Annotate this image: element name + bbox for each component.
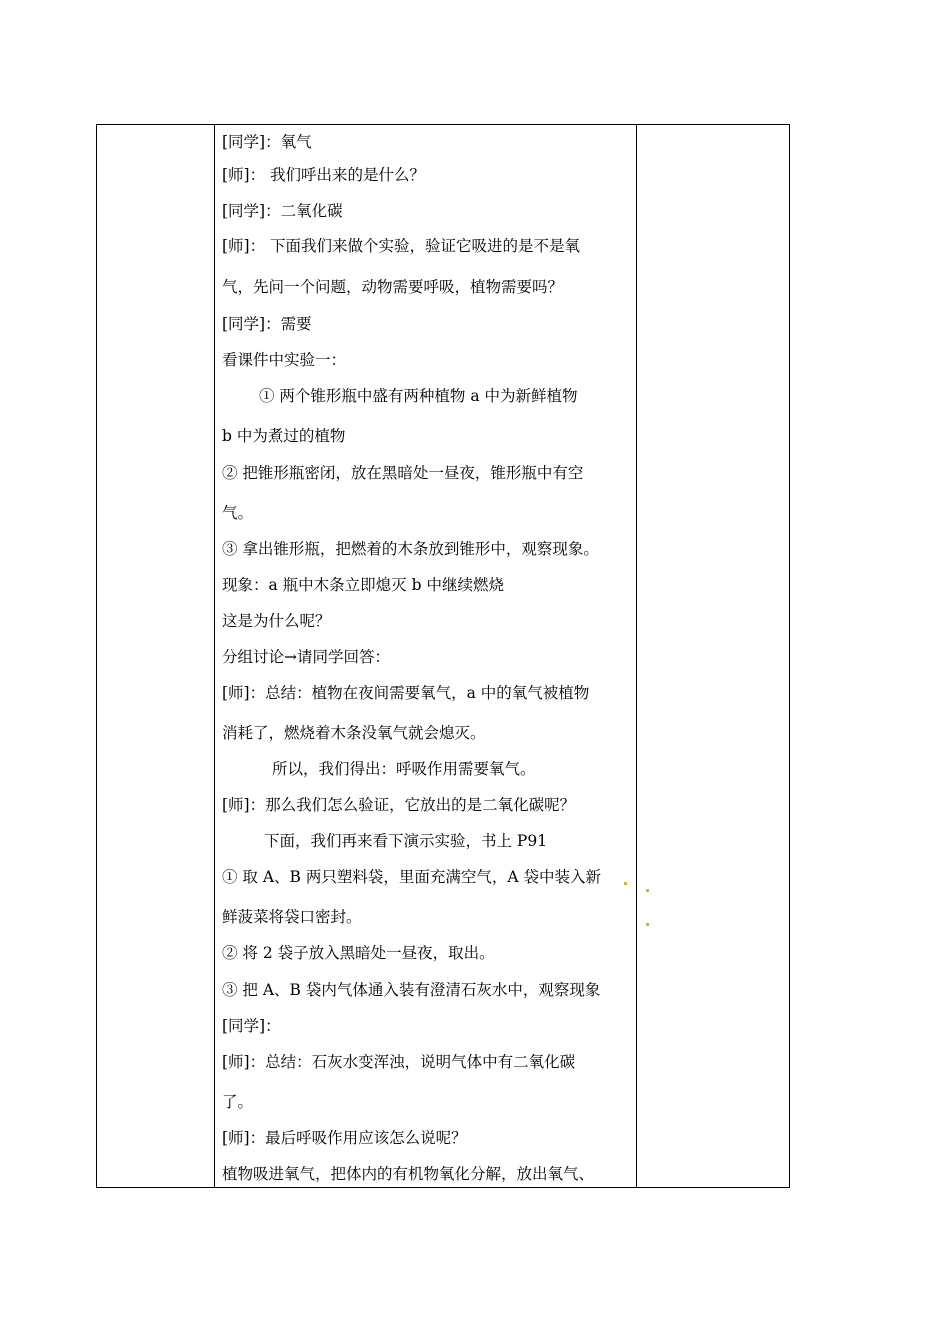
- text-line: 了。: [222, 1093, 254, 1111]
- text-line: 这是为什么呢？: [222, 612, 331, 630]
- text-line: 分组讨论→请同学回答：: [222, 648, 390, 666]
- text-line: 鲜菠菜将袋口密封。: [222, 908, 362, 926]
- text-line: [同学]：需要: [222, 315, 312, 333]
- text-line: [师]：总结：石灰水变浑浊，说明气体中有二氧化碳: [222, 1053, 576, 1071]
- lesson-table: [96, 124, 790, 1188]
- text-line: 下面，我们再来看下演示实验，书上 P91: [264, 832, 548, 850]
- text-line: [师]：总结：植物在夜间需要氧气，a 中的氧气被植物: [222, 684, 590, 702]
- text-line: 气。: [222, 504, 254, 522]
- stray-mark: [646, 889, 649, 892]
- text-line: ② 将 2 袋子放入黑暗处一昼夜，取出。: [222, 944, 495, 962]
- left-column-cell: [97, 125, 214, 1187]
- text-line: 气，先问一个问题，动物需要呼吸，植物需要吗？: [222, 278, 564, 296]
- text-line: ① 两个锥形瓶中盛有两种植物 a 中为新鲜植物: [259, 387, 578, 405]
- text-line: [同学]：二氧化碳: [222, 202, 343, 220]
- lesson-content-cell: [222, 125, 636, 1187]
- text-line: 看课件中实验一：: [222, 351, 347, 369]
- text-line: [同学]：: [222, 1017, 281, 1035]
- text-line: ② 把锥形瓶密闭，放在黑暗处一昼夜，锥形瓶中有空: [222, 464, 584, 482]
- right-column-cell: [637, 125, 789, 1187]
- text-line: b 中为煮过的植物: [222, 427, 346, 445]
- text-line: [师]： 下面我们来做个实验，验证它吸进的是不是氧: [222, 237, 581, 255]
- text-line: 植物吸进氧气，把体内的有机物氧化分解，放出氧气、: [222, 1165, 595, 1183]
- text-line: ① 取 A、B 两只塑料袋，里面充满空气，A 袋中装入新: [222, 868, 601, 886]
- text-line: 现象：a 瓶中木条立即熄灭 b 中继续燃烧: [222, 576, 504, 594]
- text-line: 消耗了，燃烧着木条没氧气就会熄灭。: [222, 724, 486, 742]
- text-line: [师]： 我们呼出来的是什么？: [222, 166, 426, 184]
- text-line: [师]：最后呼吸作用应该怎么说呢？: [222, 1129, 467, 1147]
- stray-mark: [646, 923, 649, 926]
- column-divider: [214, 125, 215, 1187]
- stray-mark: [624, 882, 627, 885]
- text-line: [同学]：氧气: [222, 133, 312, 151]
- text-line: 所以，我们得出：呼吸作用需要氧气。: [272, 760, 536, 778]
- text-line: [师]：那么我们怎么验证，它放出的是二氧化碳呢？: [222, 796, 576, 814]
- text-line: ③ 把 A、B 袋内气体通入装有澄清石灰水中，观察现象: [222, 981, 601, 999]
- text-line: ③ 拿出锥形瓶，把燃着的木条放到锥形中，观察现象。: [222, 540, 599, 558]
